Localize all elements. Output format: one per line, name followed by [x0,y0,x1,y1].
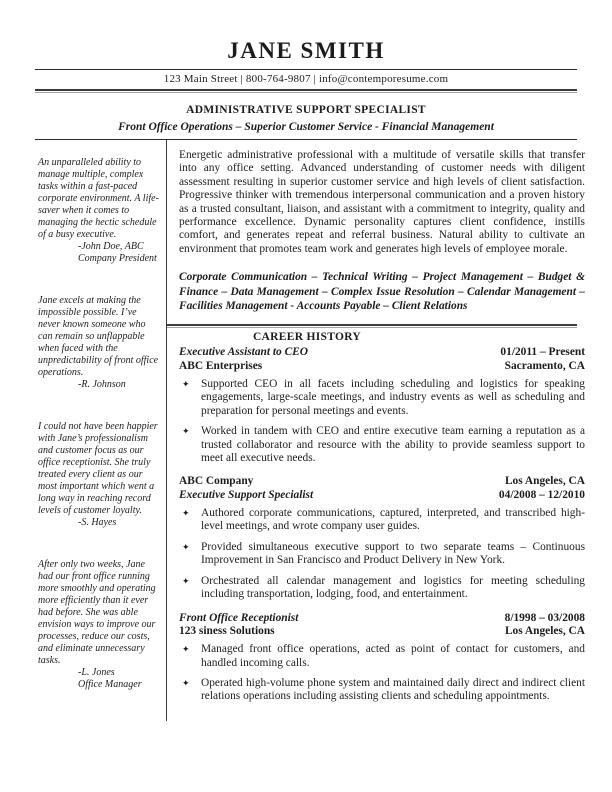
main-content [167,140,585,721]
diamond-bullet-icon: ✦ [182,677,190,688]
content-columns [35,140,585,721]
testimonial-quote: Jane excels at making the impossible possible. I’ve never known someone who can remain so unflappable when faced with the unpredictability of front office operations. [38,295,159,378]
career-history-heading: CAREER HISTORY [252,331,362,344]
job-title: Executive Support Specialist [179,488,314,501]
bullet-item [179,507,585,534]
job-company: 123 siness Solutions [179,624,275,637]
bullet-item [179,425,585,465]
bullet-item [179,541,585,568]
page-title: JANE SMITH [227,38,385,63]
role-title: ADMINISTRATIVE SUPPORT SPECIALIST [186,104,426,116]
testimonial [38,559,161,691]
diamond-bullet-icon: ✦ [182,575,190,586]
diamond-bullet-icon: ✦ [182,426,190,437]
testimonial-attribution: -S. Hayes [78,517,117,528]
bullet-item [179,677,585,704]
diamond-bullet-icon: ✦ [182,541,190,552]
job-section [179,612,585,704]
job-title: Executive Assistant to CEO [179,346,309,359]
job-location: Los Angeles, CA [504,624,585,637]
job-dates: 04/2008 – 12/2010 [498,488,585,501]
bullet-item [179,575,585,602]
testimonial-quote: I could not have been happier with Jane’s professionalism and customer focus as our office receptionist. She truly treated every client as our most important which went a long way in reaching record levels of customer loyalty. [38,421,158,516]
testimonial [38,157,161,265]
bullet-text: Worked in tandem with CEO and entire executive team earning a reputation as a trusted collaborator and resource with the ability to provide seamless support to meet all executive needs. [201,425,585,465]
diamond-bullet-icon: ✦ [182,508,190,519]
job-dates: 8/1998 – 03/2008 [504,611,585,624]
job-dates: 01/2011 – Present [500,346,585,359]
job-header-row [179,625,585,638]
bullet-text: Supported CEO in all facets including scheduling and logistics for speaking engagements, large-scale meetings, and industry events as well as scheduling and preparation for personal meetings and events. [201,378,585,417]
job-company: ABC Company [179,475,254,488]
resume-header [35,38,577,140]
bullet-list [179,378,585,465]
job-header-row [179,360,585,373]
job-section [179,346,585,465]
job-header-row [179,612,585,625]
testimonial-attribution: -L. Jones [78,667,115,678]
header-rule-double [35,89,577,93]
testimonial [38,421,161,529]
bullet-text: Provided simultaneous executive support to two separate teams – Continuous Improvement in San Francisco and Product Delivery in New York. [201,540,585,567]
testimonial-attribution: -John Doe, ABC [78,241,144,252]
role-tagline: Front Office Operations – Superior Customer Service - Financial Management [118,121,494,133]
bullet-text: Operated high-volume phone system and maintained daily direct and indirect client relations operations including assisting clients and scheduling appointments. [201,676,585,703]
bullet-text: Managed front office operations, acted as point of contact for customers, and handled incoming calls. [201,643,585,669]
testimonial-attribution: -R. Johnson [78,379,126,390]
bullet-text: Orchestrated all calendar management and logistics for meeting scheduling including transportation, lodging, food, and entertainment. [201,574,585,601]
job-location: Los Angeles, CA [504,475,585,488]
diamond-bullet-icon: ✦ [182,644,190,655]
job-title: Front Office Receptionist [179,611,299,624]
testimonial-quote: After only two weeks, Jane had our front office running more smoothly and operating more efficiently than it ever had before. She was able envision ways to improve our processes, reduce our costs, and eliminate unnecessary tasks. [38,559,156,666]
job-section [179,475,585,601]
diamond-bullet-icon: ✦ [182,379,190,390]
testimonial-attribution: Company President [78,253,157,264]
bullet-item [179,378,585,418]
contact-line: 123 Main Street | 800-764-9807 | info@contemporesume.com [163,73,449,85]
job-header-row [179,475,585,488]
testimonials-sidebar [35,140,167,721]
testimonial-quote: An unparalleled ability to manage multiple, complex tasks within a fast-paced corporate environment. A life-saver when it comes to managing the hectic schedule of a busy executive. [38,157,159,240]
bullet-list [179,643,585,704]
bullet-item [179,643,585,670]
summary-paragraph: Energetic administrative professional with a multitude of versatile skills that transfer into any office setting. Advanced understanding of customer needs with diligent assessment resulting in superior customer service and high levels of client satisfaction. Progressive thinker with tremendous interpersonal communication and a proven history as a trusted consultant, liaison, and assistant with a commitment to integrity, quality and performance excellence. Dynamic personality captures client confidence, instills comfort, and generates repeat and referral business. Natural ability to cultivate an environment that promotes team work and generates high levels of employee morale. [179,149,585,255]
job-company: ABC Enterprises [179,359,263,372]
skills-paragraph: Corporate Communication – Technical Writing – Project Management – Budget & Finance – Data Management – Complex Issue Resolution – Calendar Management – Facilities Management - Accounts Payable – Client Relations [179,271,585,313]
bullet-text: Authored corporate communications, captured, interpreted, and transcribed high-level meetings, and wrote company user guides. [201,507,585,533]
job-location: Sacramento, CA [504,359,585,372]
career-section-rule [167,324,577,328]
job-header-row [179,489,585,502]
testimonial-attribution: Office Manager [78,679,142,690]
job-header-row [179,346,585,359]
testimonial [38,295,161,391]
bullet-list [179,507,585,601]
